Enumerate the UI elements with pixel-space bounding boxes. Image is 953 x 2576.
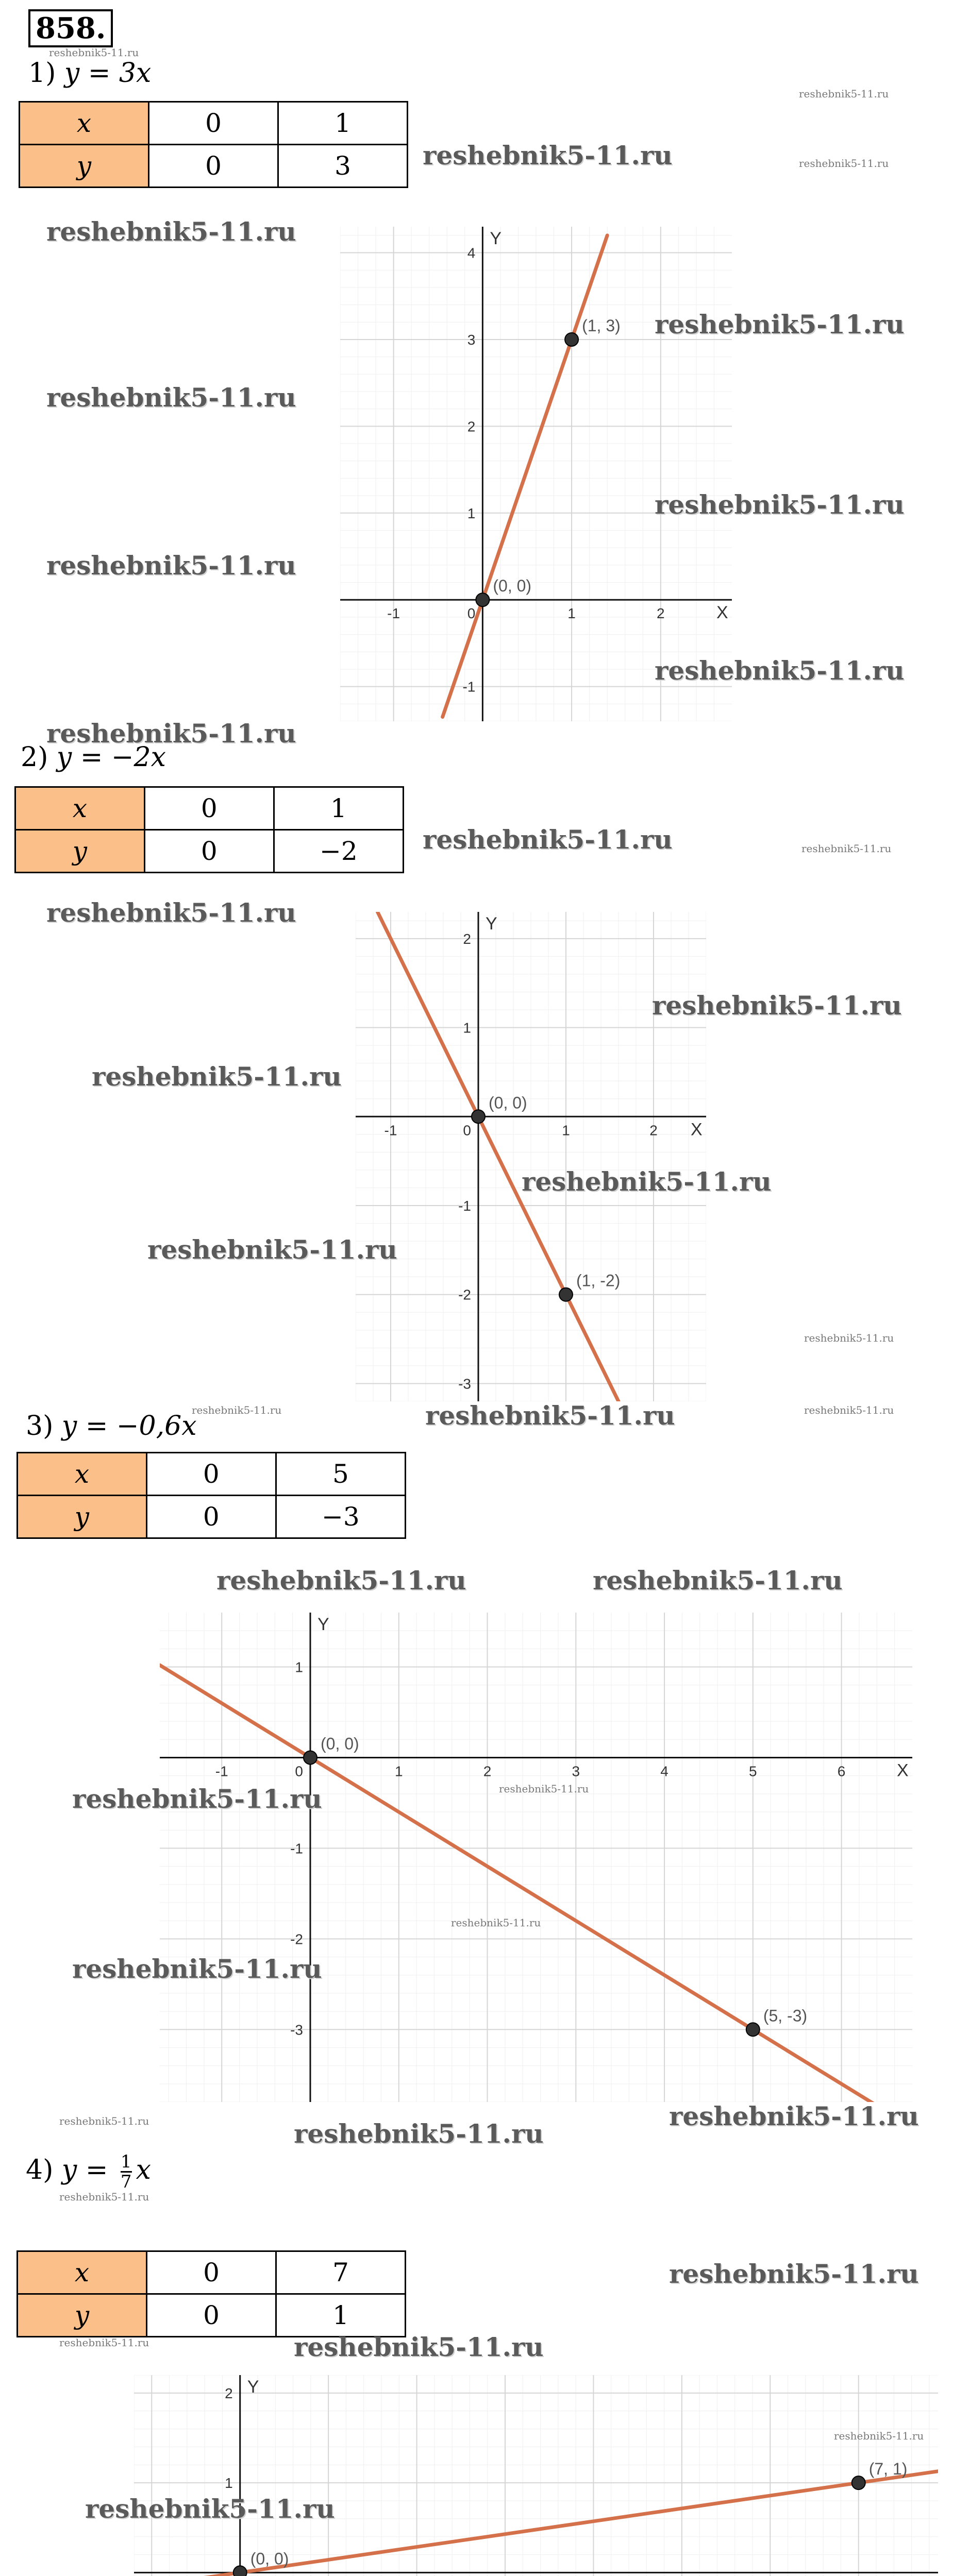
task-3-number: 3) [26,1411,54,1442]
x-header-cell: x [18,1453,147,1496]
chart-4 [134,2375,938,2576]
point-label: (0, 0) [250,2549,289,2568]
point-label: (1, -2) [576,1271,621,1290]
point-label: (7, 1) [868,2460,908,2479]
value-cell: 1 [278,102,407,145]
watermark: reshebnik5-11.ru [46,550,296,581]
watermark: reshebnik5-11.ru [59,2336,149,2349]
point-label: (0, 0) [489,1093,527,1112]
value-cell: 0 [146,1453,276,1496]
x-axis-label: X [691,1120,703,1140]
origin-label: 0 [295,1763,303,1780]
point-marker [565,333,578,346]
chart-1 [340,227,732,721]
table-row [18,1453,406,1496]
watermark: reshebnik5-11.ru [92,1061,342,1092]
watermark: reshebnik5-11.ru [59,2191,149,2203]
y-tick-label: 2 [225,2385,233,2401]
watermark: reshebnik5-11.ru [46,897,296,928]
task-3-label [26,1411,197,1442]
watermark: reshebnik5-11.ru [46,382,296,413]
y-axis-label: Y [486,914,497,934]
task-1-table [19,101,408,188]
watermark: reshebnik5-11.ru [834,2430,924,2442]
watermark: reshebnik5-11.ru [72,1784,322,1814]
y-tick-label: 3 [467,331,476,348]
watermark: reshebnik5-11.ru [669,2101,919,2131]
point-label: (0, 0) [321,1734,359,1753]
x-tick-label: 1 [394,1763,403,1780]
point-label: (1, 3) [582,316,621,335]
y-tick-label: -2 [290,1931,303,1947]
y-header-cell: y [20,145,149,188]
table-row [18,2294,406,2337]
x-tick-label: -1 [387,605,400,622]
x-tick-label: 2 [657,605,665,622]
y-tick-label: -2 [458,1286,471,1303]
x-tick-label: 1 [562,1122,570,1139]
y-axis-label: Y [317,1615,329,1634]
problem-number: 858. [28,9,113,47]
watermark: reshebnik5-11.ru [294,2119,544,2149]
watermark: reshebnik5-11.ru [423,824,673,855]
point-marker [472,1110,485,1123]
value-cell: 1 [276,2294,405,2337]
watermark: reshebnik5-11.ru [46,718,296,749]
value-cell: 0 [146,2251,276,2294]
task-3-lhs: y = [61,1411,116,1442]
x-header-cell: x [20,102,149,145]
point-marker [476,593,489,606]
chart-background [134,2375,938,2576]
x-header-cell: x [18,2251,147,2294]
y-tick-label: -1 [290,1840,303,1857]
task-2-table [14,786,404,873]
watermark: reshebnik5-11.ru [804,1332,894,1344]
watermark: reshebnik5-11.ru [423,140,673,171]
x-tick-label: 5 [749,1763,757,1780]
task-2-rhs: −2x [111,742,166,773]
y-axis-label: Y [247,2377,259,2397]
origin-label: 0 [467,605,476,622]
x-header-cell: x [15,787,145,830]
value-cell: 3 [278,145,407,188]
task-4-label [26,2153,151,2191]
task-4-lhs: y = [61,2155,116,2185]
value-cell: 0 [144,787,274,830]
y-header-cell: y [15,830,145,873]
y-axis-label: Y [490,229,502,248]
y-tick-label: 1 [225,2475,233,2492]
x-tick-label: -1 [384,1122,397,1139]
x-tick-label: 1 [567,605,576,622]
task-1-rhs: 3x [119,58,152,89]
y-tick-label: -1 [462,679,476,695]
point-marker [304,1751,317,1764]
task-3-rhs: −0,6x [116,1411,197,1442]
watermark: reshebnik5-11.ru [652,990,902,1021]
watermark: reshebnik5-11.ru [669,2259,919,2289]
watermark: reshebnik5-11.ru [59,2115,149,2127]
fraction-denominator: 7 [120,2172,132,2192]
point-label: (0, 0) [493,577,532,596]
y-tick-label: -3 [458,1376,471,1392]
y-tick-label: 2 [467,418,476,435]
watermark: reshebnik5-11.ru [46,216,296,247]
table-row [18,2251,406,2294]
origin-label: 0 [463,1122,471,1139]
y-tick-label: 1 [463,1020,471,1036]
table-row [18,1496,406,1538]
y-tick-label: 2 [463,930,471,947]
table-row [15,830,404,873]
watermark: reshebnik5-11.ru [216,1565,466,1596]
watermark: reshebnik5-11.ru [801,842,892,855]
point-marker [852,2476,865,2489]
task-3-table [16,1452,406,1539]
value-cell: 0 [148,145,278,188]
watermark: reshebnik5-11.ru [499,1783,589,1795]
watermark: reshebnik5-11.ru [425,1400,675,1431]
point-label: (5, -3) [763,2006,808,2025]
y-header-cell: y [18,1496,147,1538]
table-row [15,787,404,830]
point-marker [233,2566,247,2576]
value-cell: 0 [144,830,274,873]
x-tick-label: 3 [572,1763,580,1780]
value-cell: 7 [276,2251,405,2294]
fraction-numerator: 1 [120,2151,132,2172]
y-tick-label: 1 [467,505,476,521]
value-cell: −3 [276,1496,405,1538]
watermark: reshebnik5-11.ru [799,157,889,170]
watermark: reshebnik5-11.ru [294,2332,544,2362]
task-2-number: 2) [21,742,48,773]
x-tick-label: 6 [837,1763,846,1780]
chart-3 [160,1613,912,2102]
y-tick-label: -3 [290,2022,303,2038]
watermark: reshebnik5-11.ru [522,1166,772,1197]
watermark: reshebnik5-11.ru [192,1404,282,1416]
value-cell: 5 [276,1453,405,1496]
y-header-cell: y [18,2294,147,2337]
y-tick-label: -1 [458,1198,471,1214]
x-tick-label: -1 [215,1763,228,1780]
y-tick-label: 4 [467,245,476,261]
watermark: reshebnik5-11.ru [655,309,905,340]
task-4-rhs: x [136,2155,151,2185]
value-cell: −2 [274,830,403,873]
watermark: reshebnik5-11.ru [804,1404,894,1416]
x-axis-label: X [716,603,728,623]
value-cell: 0 [148,102,278,145]
watermark: reshebnik5-11.ru [72,1954,322,1984]
watermark: reshebnik5-11.ru [655,489,905,520]
watermark: reshebnik5-11.ru [451,1917,541,1929]
table-row [20,145,408,188]
value-cell: 0 [146,1496,276,1538]
watermark: reshebnik5-11.ru [85,2494,335,2524]
watermark: reshebnik5-11.ru [49,46,139,59]
chart-2 [356,912,706,1401]
watermark: reshebnik5-11.ru [593,1565,843,1596]
task-2-lhs: y = [56,742,111,773]
point-marker [559,1288,573,1301]
x-axis-label: X [897,1760,909,1781]
value-cell: 1 [274,787,403,830]
table-row [20,102,408,145]
chart-background [160,1613,912,2102]
point-marker [746,2023,760,2036]
x-tick-label: 2 [649,1122,658,1139]
task-1-label [28,58,151,89]
task-1-number: 1) [28,58,56,89]
task-4-number: 4) [26,2155,54,2185]
value-cell: 0 [146,2294,276,2337]
task-1-lhs: y = [64,58,119,89]
x-tick-label: 2 [483,1763,492,1780]
watermark: reshebnik5-11.ru [799,88,889,100]
watermark: reshebnik5-11.ru [147,1234,397,1265]
y-tick-label: 1 [295,1659,303,1675]
x-tick-label: 4 [660,1763,668,1780]
fraction [121,2153,132,2191]
task-4-table [16,2250,406,2337]
watermark: reshebnik5-11.ru [655,655,905,686]
